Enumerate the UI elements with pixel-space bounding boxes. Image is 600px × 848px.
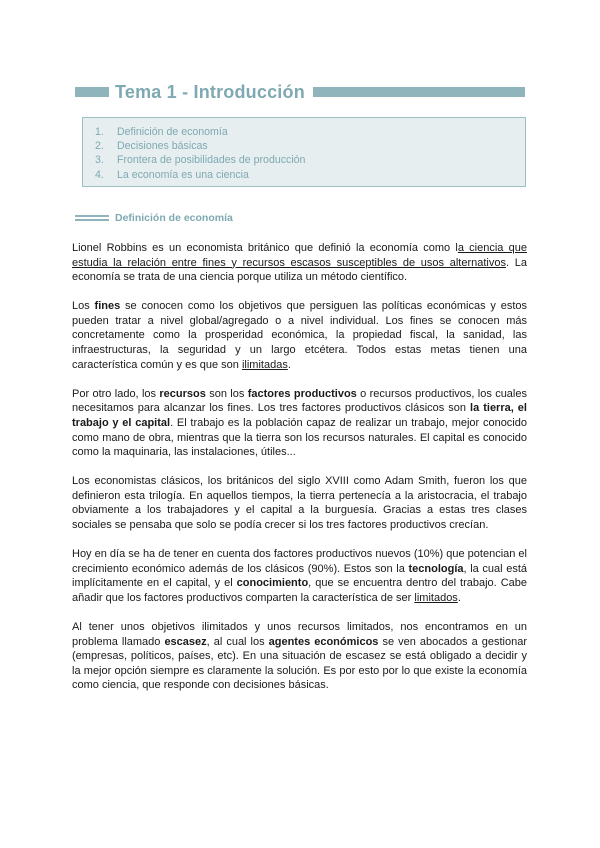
underlined-definition: a ciencia que estudia la relación entre fines y recursos escasos susceptibles de usos alternativos [72,242,528,269]
toc-label: Definición de economía [117,126,228,138]
toc-item [95,168,525,182]
underlined-term: limitados [414,591,458,604]
text-run: son los [205,387,248,400]
toc-item [95,153,525,167]
text-run: . [287,358,291,371]
toc-label: Decisiones básicas [117,140,208,153]
section-bars [75,213,109,223]
toc-number: 3. [95,154,104,167]
paragraph-2 [72,299,527,372]
text-run: se ven abocados a gestionar (empresas, políticos, países, etc). En una situación de escasez se está obligado a decidir y la mejor opción siempre es claramente la solución. Es por esto por lo que existe la economía como ciencia, que responde con decisiones básicas. [72,635,527,692]
title-bar-right [313,87,525,97]
paragraph-5 [72,547,527,605]
bold-term: fines [94,300,121,313]
text-run: se conocen como los objetivos que persiguen las políticas económicas y estos pueden tratar a nivel global/agregado o a nivel individual. Los fines se conocen más concretamente como la prosperidad económica, la propiedad fiscal, la sanidad, las infraestructuras, la seguridad y un largo etcétera. Todos estas metas tienen una característica común y es que son [72,300,527,371]
text-run: . [457,591,461,604]
paragraph-6 [72,620,527,693]
toc-number: 2. [95,140,104,153]
bold-term: la tierra, el trabajo y el capital [72,402,527,429]
toc-number: 1. [95,126,104,138]
underlined-term: ilimitadas [241,358,288,371]
text-run: , que se encuentra dentro del trabajo. Cabe añadir que los factores productivos comparten la característica de ser [72,577,528,604]
text-run: Hoy en día se ha de tener en cuenta dos factores productivos nuevos (10%) que potencian el crecimiento económico además de los clásicos (90%). Estos son la [72,548,527,575]
paragraph-3 [72,387,527,460]
text-run: , la cual está implícitamente en el capital, y el [72,562,527,590]
text-run: . La economía se trata de una ciencia porque utiliza un método científico. [72,256,527,284]
table-of-contents [82,117,526,187]
text-run: . El trabajo es la población capaz de realizar un trabajo, mejor conocido como mano de obra, mientras que la tierra son los recursos naturales. El capital es conocido como la maquinaria, las instalaciones, útiles... [72,416,527,459]
bold-term: conocimiento [236,577,309,590]
text-run: o recursos productivos, los cuales necesitamos para alcanzar los fines. Los tres factores productivos clásicos son [72,387,527,415]
section-heading [75,210,525,226]
text-run: Los [72,300,95,313]
text-run: Por otro lado, los [72,387,160,400]
page-title-row [75,80,525,104]
paragraph-4: Los economistas clásicos, los británicos del siglo XVIII como Adam Smith, fueron los que definieron esta trilogía. En aquellos tiempos, la tierra pertenecía a la aristocracia, el trabajo obviamente a los trabajadores y el capital a la burguesía. Gracias a estas tres clases sociales se pensaba que solo se podía crecer si los tres factores productivos crecían. [72,475,527,531]
bold-term: agentes económicos [268,635,379,648]
toc-label: Frontera de posibilidades de producción [117,154,306,167]
bold-term: tecnología [408,562,464,575]
toc-label: La economía es una ciencia [117,168,249,181]
toc-item [95,125,525,139]
body-text [72,241,527,707]
toc-item [95,139,525,153]
text-run: Al tener unos objetivos ilimitados y unos recursos limitados, nos encontramos en un problema llamado [72,620,527,648]
text-run: , al cual los [206,635,269,648]
title-bar-left [75,87,109,97]
section-title: Definición de economía [115,212,233,224]
toc-number: 4. [95,168,104,181]
text-run: Lionel Robbins es un economista británico que definió la economía como l [72,242,458,254]
bold-term: factores productivos [247,387,357,400]
bold-term: escasez [164,635,207,648]
bold-term: recursos [159,387,206,400]
paragraph-1 [72,241,527,285]
page-title: Tema 1 - Introducción [115,81,305,102]
